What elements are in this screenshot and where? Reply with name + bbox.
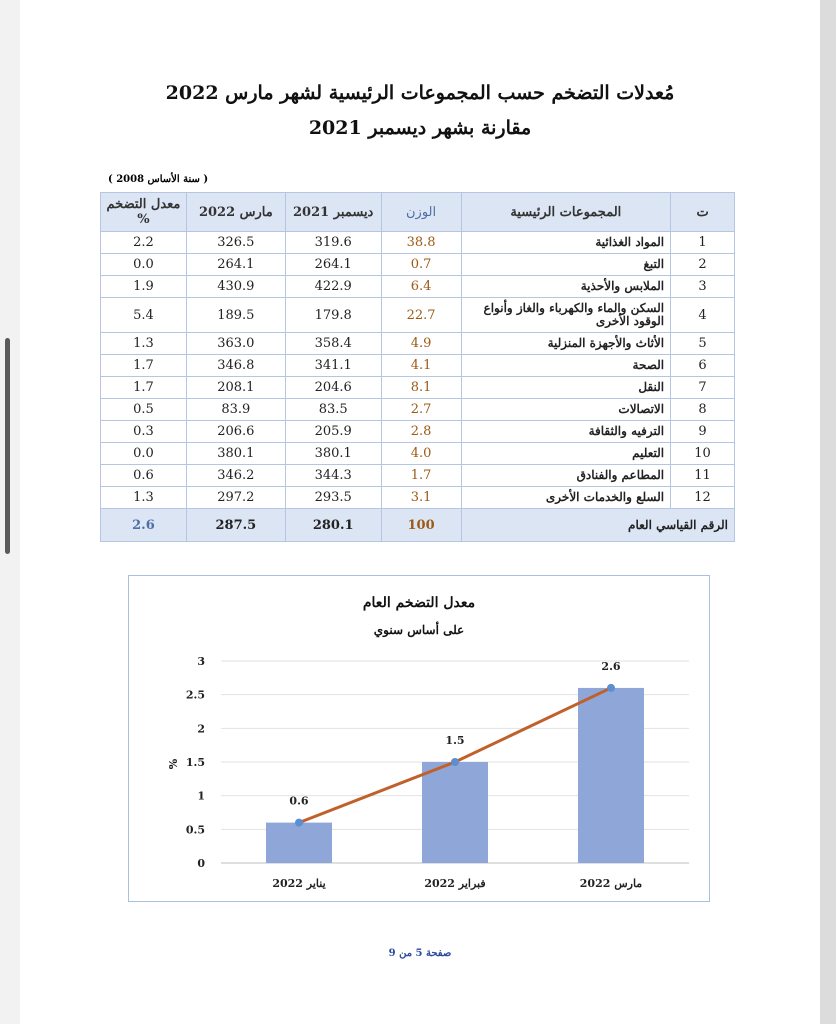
- row-group: الاتصالات: [461, 399, 671, 421]
- table-row: [101, 333, 735, 355]
- bar: [266, 823, 332, 863]
- inflation-chart: [128, 575, 710, 902]
- row-dec: 179.8: [285, 298, 381, 333]
- vertical-scrollbar[interactable]: [5, 338, 10, 554]
- row-num: 10: [671, 443, 735, 465]
- row-group: الملابس والأحذية: [461, 276, 671, 298]
- line-marker: [451, 758, 459, 766]
- row-dec: 341.1: [285, 355, 381, 377]
- bar: [578, 688, 644, 863]
- page-title: مُعدلات التضخم حسب المجموعات الرئيسية لشهر مارس 2022: [165, 82, 675, 104]
- y-tick-label: 2.5: [185, 688, 205, 702]
- row-num: 3: [671, 276, 735, 298]
- chart-svg: [129, 576, 709, 901]
- y-tick-label: 3: [197, 655, 205, 668]
- chart-ylabel: %: [167, 758, 180, 770]
- row-infl: 0.6: [101, 465, 187, 487]
- table-row: [101, 298, 735, 333]
- row-group: السكن والماء والكهرباء والغاز وأنواع الوقود الأخرى: [461, 298, 671, 333]
- table-header-row: [101, 193, 735, 232]
- page-footer: صفحة 5 من 9: [388, 948, 452, 959]
- row-weight: 2.8: [381, 421, 461, 443]
- data-label: 2.6: [601, 659, 621, 673]
- y-tick-label: 0: [197, 857, 205, 870]
- row-infl: 1.3: [101, 333, 187, 355]
- row-mar: 208.1: [186, 377, 285, 399]
- row-num: 6: [671, 355, 735, 377]
- total-label: الرقم القياسي العام: [461, 509, 735, 542]
- row-group: السلع والخدمات الأخرى: [461, 487, 671, 509]
- row-weight: 38.8: [381, 232, 461, 254]
- header-weight: الوزن: [381, 193, 461, 232]
- row-weight: 4.1: [381, 355, 461, 377]
- base-year-note: ( سنة الأساس 2008 ): [108, 174, 209, 185]
- row-num: 12: [671, 487, 735, 509]
- row-dec: 358.4: [285, 333, 381, 355]
- row-weight: 1.7: [381, 465, 461, 487]
- header-inflation: معدل التضخم %: [101, 193, 187, 232]
- row-weight: 22.7: [381, 298, 461, 333]
- y-tick-label: 1.5: [185, 756, 205, 769]
- table-row: [101, 355, 735, 377]
- row-num: 5: [671, 333, 735, 355]
- row-num: 1: [671, 232, 735, 254]
- row-weight: 4.0: [381, 443, 461, 465]
- row-group: الأثاث والأجهزة المنزلية: [461, 333, 671, 355]
- row-weight: 2.7: [381, 399, 461, 421]
- row-num: 9: [671, 421, 735, 443]
- table-row: [101, 254, 735, 276]
- line-marker: [607, 684, 615, 692]
- table-row: [101, 232, 735, 254]
- row-group: التعليم: [461, 443, 671, 465]
- y-tick-label: 1: [197, 789, 205, 803]
- document-page: [20, 0, 820, 1024]
- row-num: 4: [671, 298, 735, 333]
- row-mar: 326.5: [186, 232, 285, 254]
- row-mar: 189.5: [186, 298, 285, 333]
- x-tick-label: مارس 2022: [579, 877, 643, 890]
- chart-title: معدل التضخم العام: [362, 595, 476, 611]
- row-weight: 0.7: [381, 254, 461, 276]
- row-weight: 6.4: [381, 276, 461, 298]
- row-mar: 83.9: [186, 399, 285, 421]
- row-infl: 1.7: [101, 377, 187, 399]
- table-row: [101, 443, 735, 465]
- row-mar: 264.1: [186, 254, 285, 276]
- viewer-left-margin: [0, 0, 20, 1024]
- header-num: ت: [671, 193, 735, 232]
- header-mar2022: مارس 2022: [186, 193, 285, 232]
- row-group: الترفيه والثقافة: [461, 421, 671, 443]
- chart-plot-area: [186, 655, 689, 890]
- row-mar: 363.0: [186, 333, 285, 355]
- total-mar: 287.5: [186, 509, 285, 542]
- header-group: المجموعات الرئيسية: [461, 193, 671, 232]
- row-infl: 1.3: [101, 487, 187, 509]
- row-infl: 5.4: [101, 298, 187, 333]
- row-weight: 3.1: [381, 487, 461, 509]
- row-mar: 297.2: [186, 487, 285, 509]
- row-group: النقل: [461, 377, 671, 399]
- table-row: [101, 377, 735, 399]
- row-dec: 204.6: [285, 377, 381, 399]
- row-num: 2: [671, 254, 735, 276]
- table-row: [101, 487, 735, 509]
- row-dec: 293.5: [285, 487, 381, 509]
- page-subtitle: مقارنة بشهر ديسمبر 2021: [308, 117, 532, 139]
- table-row: [101, 421, 735, 443]
- header-dec2021: ديسمبر 2021: [285, 193, 381, 232]
- y-tick-label: 0.5: [185, 823, 205, 837]
- line-marker: [295, 819, 303, 827]
- chart-subtitle: على أساس سنوي: [373, 623, 465, 637]
- row-mar: 346.2: [186, 465, 285, 487]
- row-dec: 422.9: [285, 276, 381, 298]
- row-weight: 8.1: [381, 377, 461, 399]
- table-row: [101, 399, 735, 421]
- row-group: المواد الغذائية: [461, 232, 671, 254]
- table-row: [101, 465, 735, 487]
- row-group: المطاعم والفنادق: [461, 465, 671, 487]
- total-dec: 280.1: [285, 509, 381, 542]
- row-group: الصحة: [461, 355, 671, 377]
- row-dec: 264.1: [285, 254, 381, 276]
- row-infl: 2.2: [101, 232, 187, 254]
- total-infl: 2.6: [101, 509, 187, 542]
- x-tick-label: يناير 2022: [272, 877, 326, 890]
- table-row: [101, 276, 735, 298]
- row-infl: 1.9: [101, 276, 187, 298]
- row-dec: 205.9: [285, 421, 381, 443]
- row-num: 11: [671, 465, 735, 487]
- row-infl: 1.7: [101, 355, 187, 377]
- row-mar: 346.8: [186, 355, 285, 377]
- row-mar: 430.9: [186, 276, 285, 298]
- row-group: التبغ: [461, 254, 671, 276]
- inflation-table: [100, 192, 735, 542]
- row-infl: 0.5: [101, 399, 187, 421]
- row-dec: 380.1: [285, 443, 381, 465]
- row-dec: 344.3: [285, 465, 381, 487]
- row-num: 8: [671, 399, 735, 421]
- total-weight: 100: [381, 509, 461, 542]
- data-label: 1.5: [445, 734, 465, 747]
- table-total-row: [101, 509, 735, 542]
- x-tick-label: فبراير 2022: [424, 877, 486, 890]
- row-mar: 380.1: [186, 443, 285, 465]
- row-num: 7: [671, 377, 735, 399]
- row-infl: 0.3: [101, 421, 187, 443]
- row-dec: 319.6: [285, 232, 381, 254]
- row-infl: 0.0: [101, 443, 187, 465]
- row-mar: 206.6: [186, 421, 285, 443]
- data-label: 0.6: [289, 794, 309, 808]
- row-dec: 83.5: [285, 399, 381, 421]
- row-weight: 4.9: [381, 333, 461, 355]
- bar: [422, 762, 488, 863]
- row-infl: 0.0: [101, 254, 187, 276]
- y-tick-label: 2: [197, 722, 205, 736]
